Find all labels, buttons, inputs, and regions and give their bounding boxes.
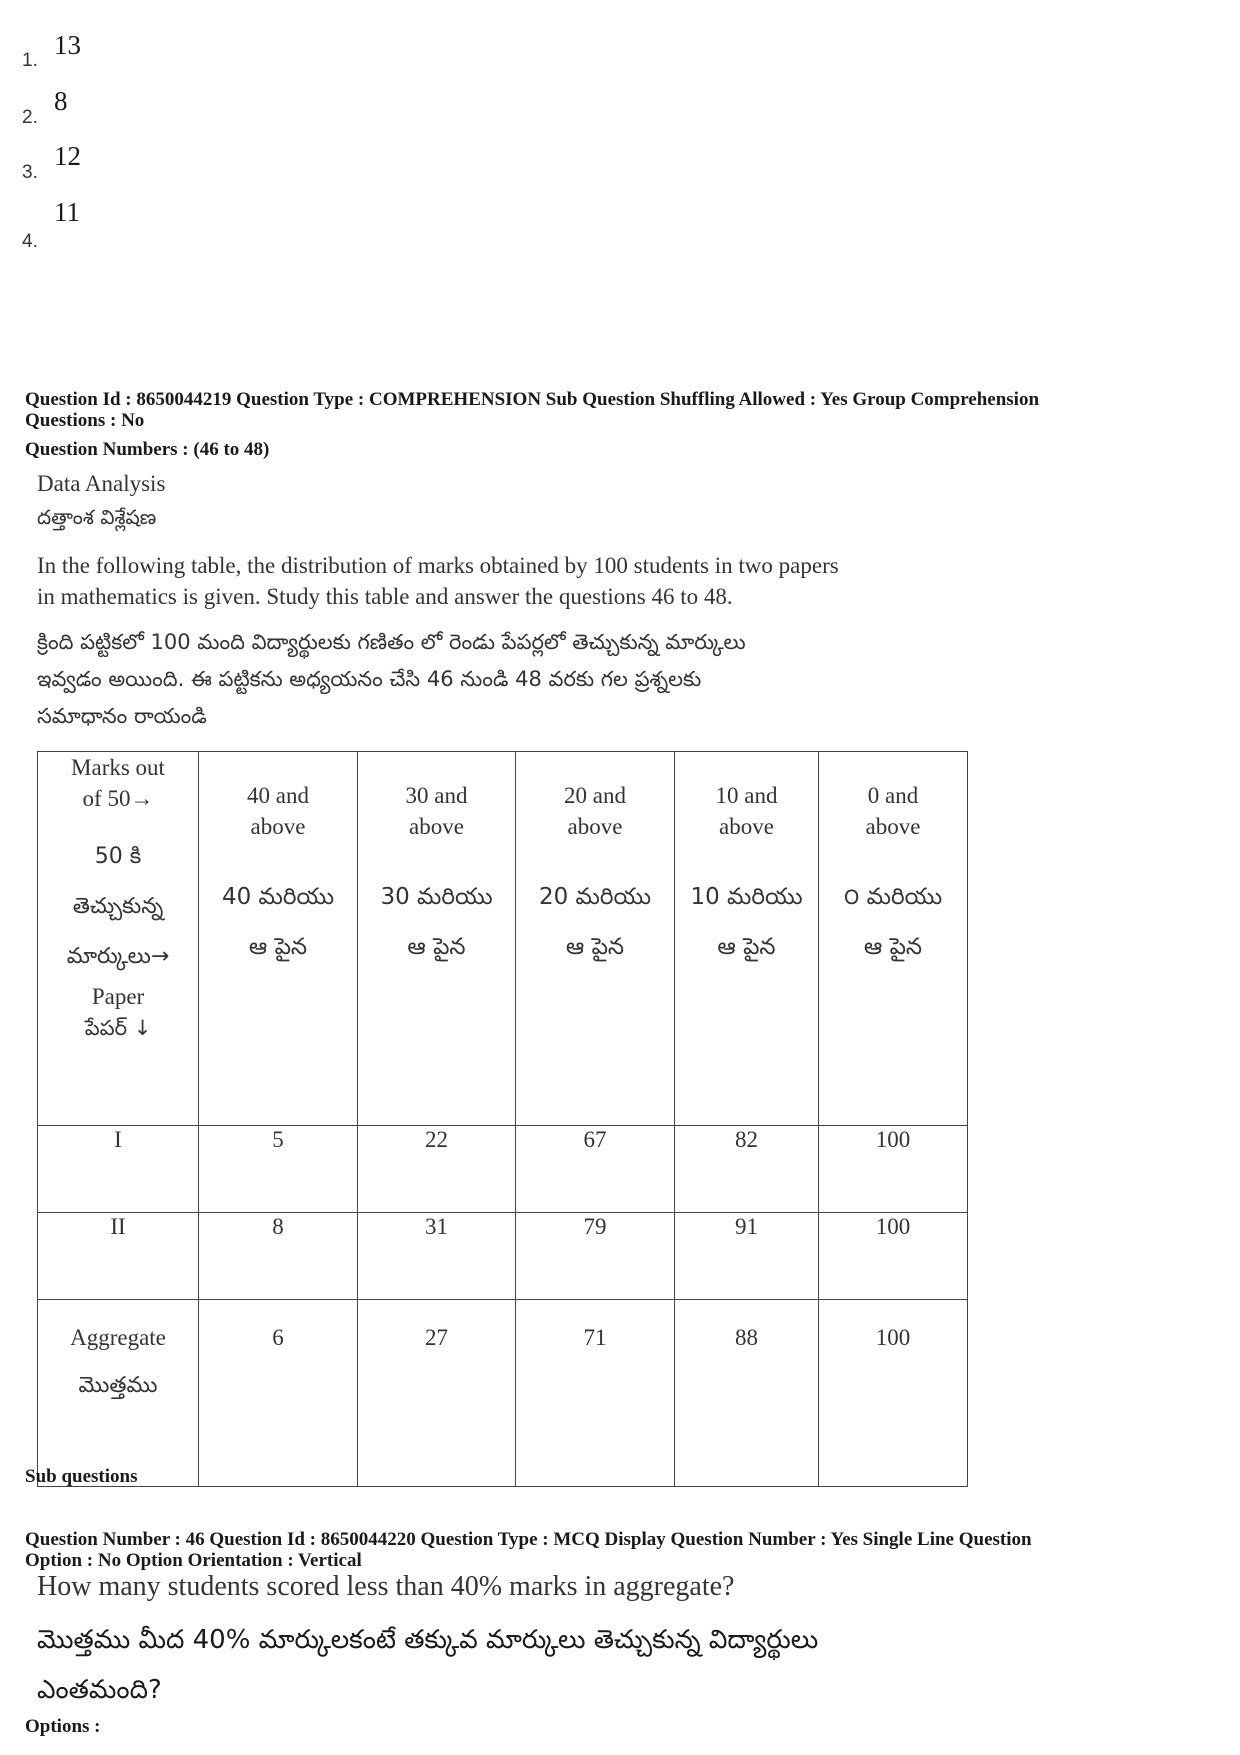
option-number: 2. — [22, 107, 38, 128]
table-column-header — [199, 752, 358, 1126]
table-cell: 100 — [819, 1213, 968, 1300]
meta-line: Questions : No — [25, 410, 145, 431]
option-value: 8 — [54, 86, 68, 116]
option-value: 12 — [54, 141, 81, 171]
table-cell: 100 — [819, 1126, 968, 1213]
passage-text-te — [37, 624, 746, 735]
passage-line: in mathematics is given. Study this table and answer the questions 46 to 48. — [37, 584, 733, 609]
row-label — [38, 1300, 199, 1487]
options-label: Options : — [25, 1716, 101, 1737]
option-value: 11 — [54, 197, 80, 227]
table-cell: 71 — [516, 1300, 675, 1487]
question-46-text-te — [37, 1615, 818, 1715]
comprehension-meta — [25, 389, 1225, 431]
header-text: ౦ మరియు — [843, 884, 943, 910]
row-label: I — [38, 1126, 199, 1213]
header-text: above — [865, 814, 921, 839]
corner-text: తెచ్చుకున్న — [72, 894, 164, 919]
header-text: ఆ పైన — [248, 934, 308, 960]
corner-text: మార్కులు→ — [66, 944, 170, 969]
header-text: above — [567, 814, 623, 839]
table-header-row — [38, 752, 968, 1126]
table-cell: 27 — [358, 1300, 516, 1487]
corner-text: of 50→ — [82, 786, 154, 811]
marks-distribution-table — [37, 751, 968, 1487]
corner-text: Marks out — [71, 755, 165, 780]
table-cell: 82 — [675, 1126, 819, 1213]
table-cell: 100 — [819, 1300, 968, 1487]
header-text: 20 మరియు — [538, 884, 652, 910]
corner-text: పేపర్ ↓ — [84, 1016, 152, 1040]
corner-text: 50 కి — [94, 844, 142, 869]
table-cell: 31 — [358, 1213, 516, 1300]
table-column-header — [358, 752, 516, 1126]
option-value: 13 — [54, 30, 81, 60]
table-corner-cell — [38, 752, 199, 1126]
option-number: 3. — [22, 162, 38, 183]
header-text: ఆ పైన — [407, 934, 466, 960]
header-text: 40 and — [247, 783, 309, 808]
passage-line: ఇవ్వడం అయింది. ఈ పట్టికను అధ్యయనం చేసి 46 నుండి 48 వరకు గల ప్రశ్నలకు — [37, 667, 702, 691]
header-text: 20 and — [564, 783, 626, 808]
table-cell: 79 — [516, 1213, 675, 1300]
table-cell: 88 — [675, 1300, 819, 1487]
table-row — [38, 1300, 968, 1487]
passage-line: క్రింది పట్టికలో 100 మంది విద్యార్థులకు గణితం లో రెండు పేపర్లలో తెచ్చుకున్న మార్కులు — [37, 630, 746, 654]
header-text: ఆ పైన — [565, 934, 625, 960]
table-column-header — [516, 752, 675, 1126]
table-column-header — [819, 752, 968, 1126]
passage-title-te: దత్తాంశ విశ్లేషణ — [37, 505, 157, 529]
table-row — [38, 1126, 968, 1213]
header-text: ఆ పైన — [717, 934, 776, 960]
table-row — [38, 1213, 968, 1300]
row-label-te: మొత్తము — [78, 1373, 158, 1398]
passage-line: In the following table, the distribution of marks obtained by 100 students in two papers — [37, 553, 839, 578]
question-46-meta — [25, 1529, 1225, 1571]
header-text: 30 and — [405, 783, 468, 808]
table-cell: 22 — [358, 1126, 516, 1213]
question-46-text-en: How many students scored less than 40% marks in aggregate? — [37, 1571, 735, 1602]
option-number: 4. — [22, 231, 38, 252]
sub-questions-heading: Sub questions — [25, 1466, 138, 1487]
passage-line: సమాధానం రాయండి — [37, 704, 207, 728]
header-text: above — [250, 814, 306, 839]
question-numbers: Question Numbers : (46 to 48) — [25, 439, 270, 460]
table-column-header — [675, 752, 819, 1126]
passage-title-en: Data Analysis — [37, 471, 166, 496]
passage-text-en — [37, 550, 839, 612]
header-text: above — [719, 814, 774, 839]
meta-line: Question Number : 46 Question Id : 8650044220 Question Type : MCQ Display Question Number : Yes Single Line Question — [25, 1529, 1032, 1550]
question-line: మొత్తము మీద 40% మార్కులకంటే తక్కువ మార్కులు తెచ్చుకున్న విద్యార్థులు — [37, 1625, 819, 1655]
header-text: above — [409, 814, 464, 839]
header-text: 10 మరియు — [690, 884, 803, 910]
corner-text: Paper — [91, 984, 145, 1009]
table-cell: 91 — [675, 1213, 819, 1300]
table-cell: 8 — [199, 1213, 358, 1300]
meta-line: Option : No Option Orientation : Vertical — [25, 1550, 362, 1571]
header-text: 10 and — [715, 783, 778, 808]
header-text: ఆ పైన — [863, 934, 923, 960]
table-cell: 6 — [199, 1300, 358, 1487]
option-number: 1. — [22, 50, 38, 71]
meta-line: Question Id : 8650044219 Question Type : COMPREHENSION Sub Question Shuffling Allowed : Yes Group Comprehension — [25, 389, 1040, 410]
header-text: 30 మరియు — [380, 884, 493, 910]
header-text: 40 మరియు — [221, 884, 335, 910]
row-label: II — [38, 1213, 199, 1300]
table-cell: 67 — [516, 1126, 675, 1213]
table-cell: 5 — [199, 1126, 358, 1213]
row-label-en: Aggregate — [70, 1325, 166, 1350]
header-text: 0 and — [867, 783, 919, 808]
question-line: ఎంతమంది? — [37, 1675, 162, 1705]
